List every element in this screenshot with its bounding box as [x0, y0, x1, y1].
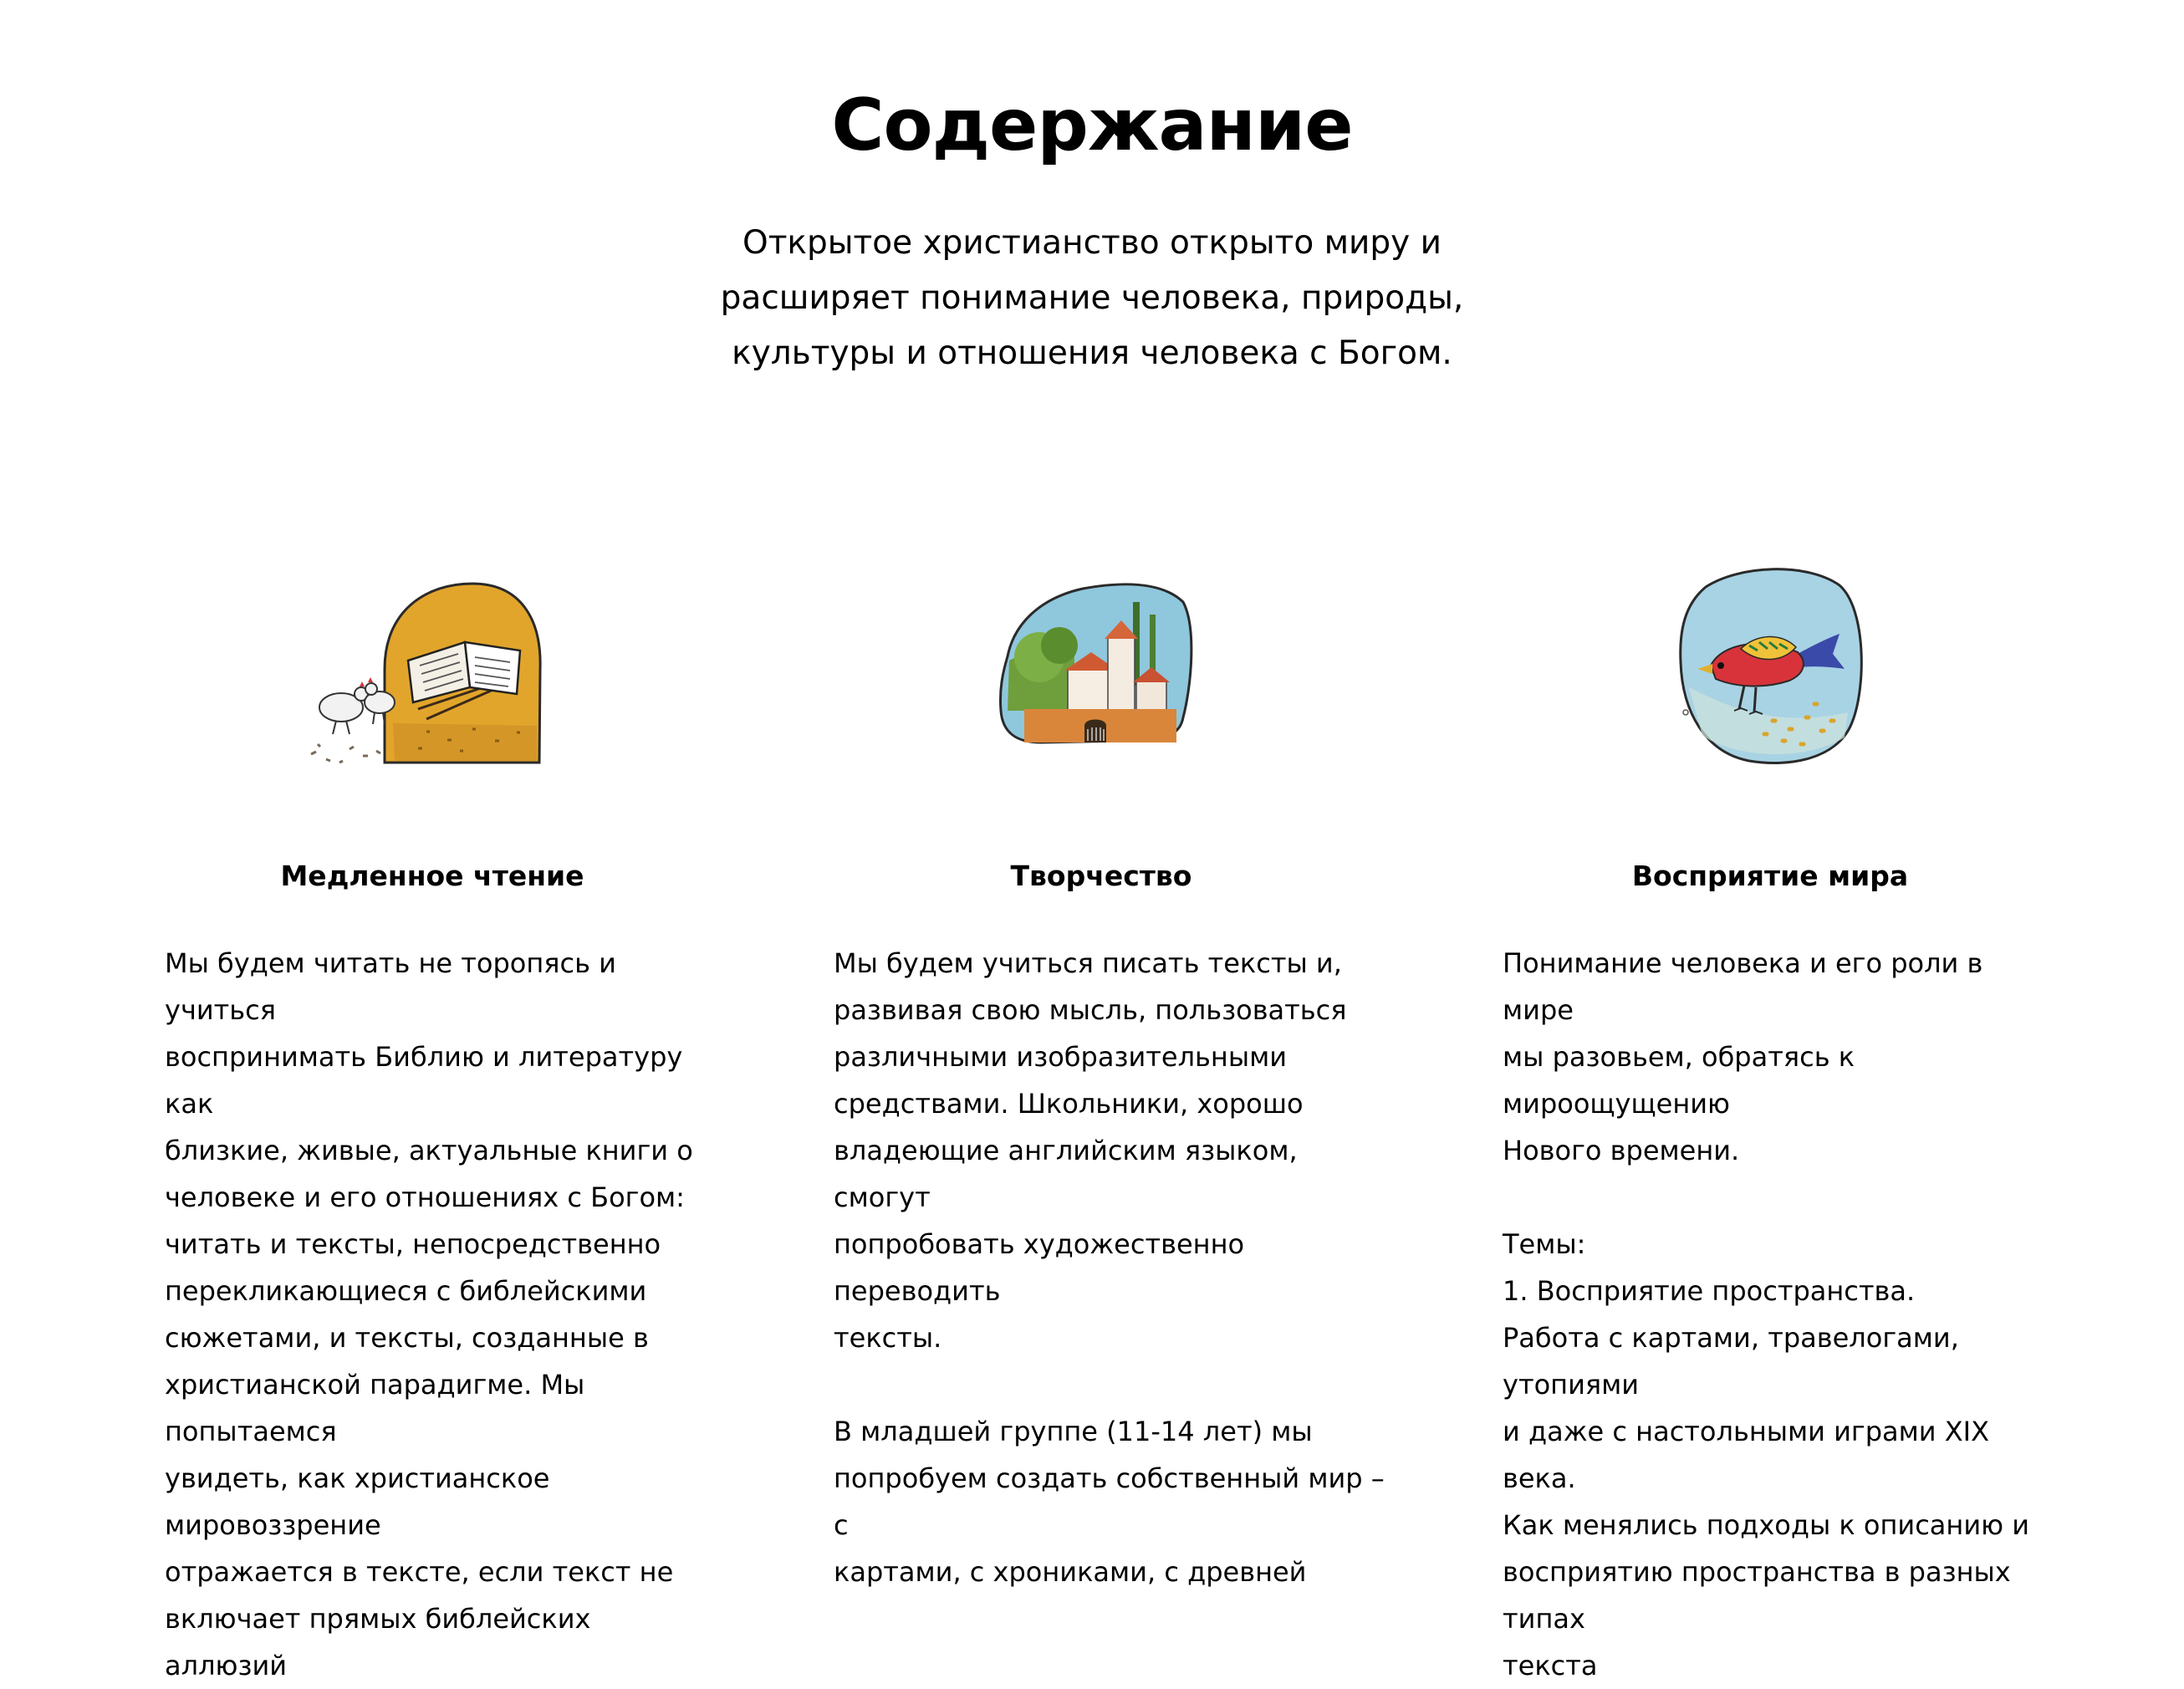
column-title-slow-reading: Медленное чтение — [280, 860, 584, 892]
book-chickens-illustration — [301, 577, 552, 769]
page-title: Содержание — [831, 84, 1353, 167]
bird-illustration — [1672, 562, 1873, 771]
column-title-world-perception: Восприятие мира — [1631, 860, 1909, 892]
column-text-creativity: Мы будем учиться писать тексты и, развивая свою мысль, пользоваться различными изобразительными средствами. Школьники, хорошо владеющие английским языком, смогут попробовать художественно переводить тексты. В младшей группе (11-14 лет) мы попробуем создать собственный мир – с картами, с хрониками, с древней — [834, 947, 1385, 1588]
column-title-creativity: Творчество — [1010, 860, 1192, 892]
intro-text: Открытое христианство открыто миру и расширяет понимание человека, природы, культуры и отношения человека с Богом. — [720, 224, 1464, 372]
village-illustration — [991, 577, 1200, 753]
column-text-world-perception: Понимание человека и его роли в мире мы разовьем, обратясь к мироощущению Нового времени. Темы: 1. Восприятие пространства. Работа с картами, травелогами, утопиями и даже с настольными играми XIX века. Как менялись подходы к описанию и восприятию пространства в разных типах текста — [1503, 947, 2030, 1681]
column-text-slow-reading: Мы будем читать не торопясь и учиться воспринимать Библию и литературу как близкие, живые, актуальные книги о человеке и его отношениях с Богом: читать и тексты, непосредственно перекликающиеся с библейскими сюжетами, и тексты, созданные в христианской парадигме. Мы попытаемся увидеть, как христианское мировоззрение отражается в тексте, если текст не включает прямых библейских аллюзий — [165, 947, 693, 1681]
